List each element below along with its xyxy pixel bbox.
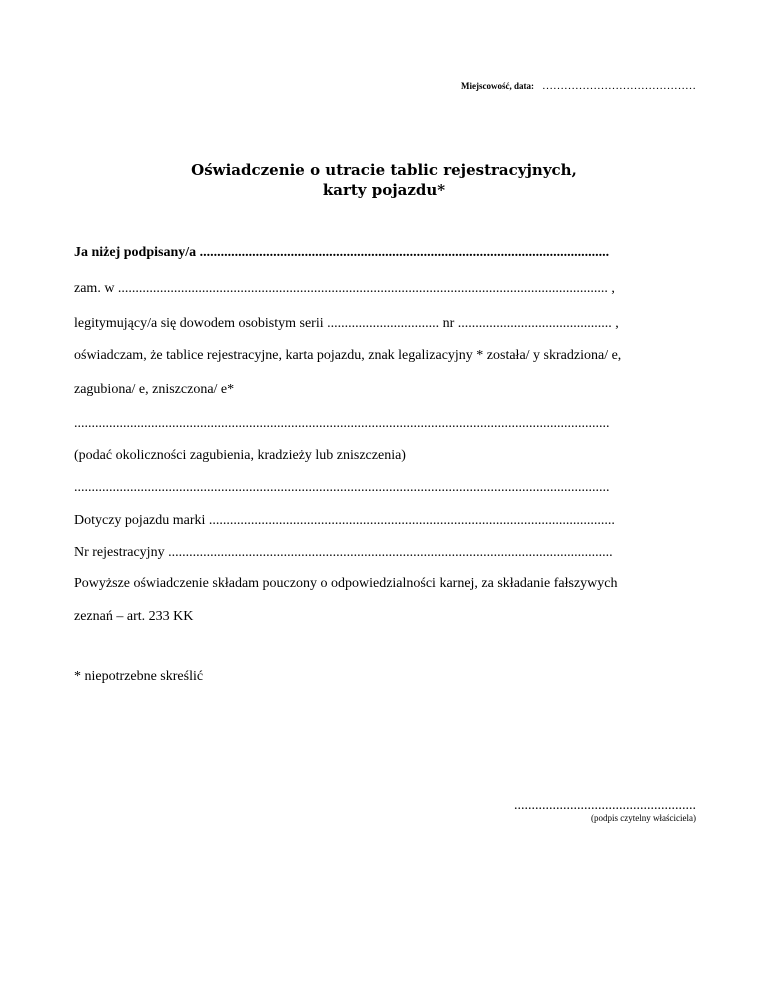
place-date-field	[461, 80, 696, 92]
registration-number-line: Nr rejestracyjny ...............................................................................................................................	[74, 545, 613, 560]
place-date-label: Miejscowość, data:	[461, 81, 534, 91]
signature-blank: ....................................................	[514, 798, 696, 813]
circumstances-hint: (podać okoliczności zagubienia, kradzieży lub zniszczenia)	[74, 448, 406, 463]
declaration-continued-line: zagubiona/ e, zniszczona/ e*	[74, 382, 235, 397]
address-line: zam. w ............................................................................................................................................ ,	[74, 281, 615, 296]
declaration-line: oświadczam, że tablice rejestracyjne, karta pojazdu, znak legalizacyjny * została/ y skradziona/ e,	[74, 348, 622, 363]
document-title-line-1: Oświadczenie o utracie tablic rejestracyjnych,	[191, 161, 577, 179]
document-title-line-2: karty pojazdu*	[322, 181, 446, 199]
id-document-line: legitymujący/a się dowodem osobistym serii ................................ nr ............................................ ,	[74, 316, 619, 331]
liability-statement-line: Powyższe oświadczenie składam pouczony o odpowiedzialności karnej, za składanie fałszywych	[74, 576, 618, 591]
declarant-name-line: Ja niżej podpisany/a .....................................................................................................................	[74, 245, 610, 260]
signature-label: (podpis czytelny właściciela)	[591, 813, 696, 823]
place-date-blank: ……………………………………	[542, 80, 696, 92]
liability-statement-continued: zeznań – art. 233 KK	[74, 609, 194, 624]
circumstances-blank-line-2: .........................................................................................................................................................	[74, 480, 610, 495]
footnote: * niepotrzebne skreślić	[74, 669, 204, 684]
circumstances-blank-line-1: .........................................................................................................................................................	[74, 416, 610, 431]
vehicle-make-line: Dotyczy pojazdu marki ....................................................................................................................	[74, 513, 615, 528]
